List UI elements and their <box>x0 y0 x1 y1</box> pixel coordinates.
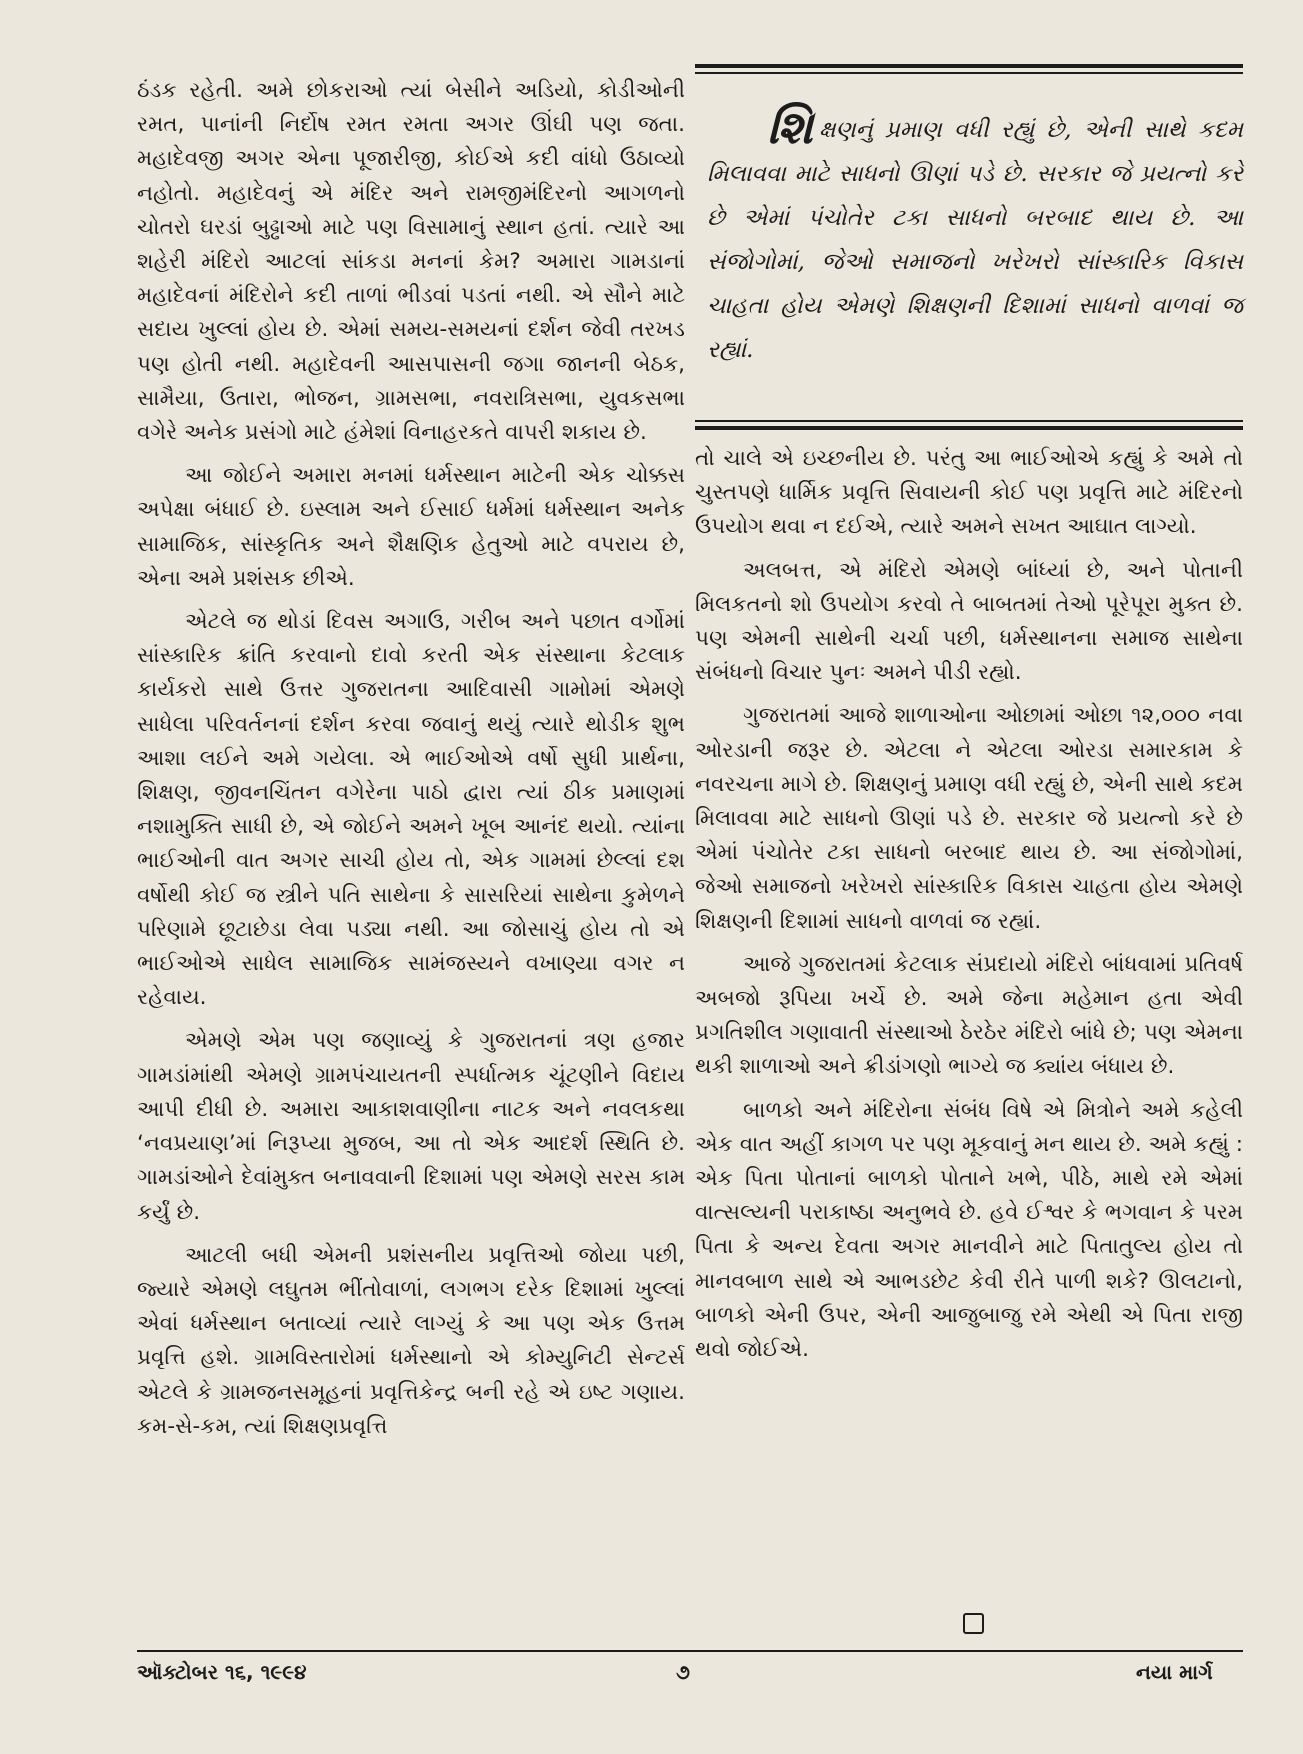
pull-quote <box>707 100 1243 372</box>
paragraph: એમણે એમ પણ જણાવ્યું કે ગુજરાતનાં ત્રણ હજાર ગામડાંમાંથી એમણે ગ્રામપંચાયતની સ્પર્ધાત્મક ચૂંટણીને વિદાય આપી દીધી છે. અમારા આકાશવાણીના નાટક અને નવલકથા ‘નવપ્રયાણ’માં નિરૂપ્યા મુજબ, આ તો એક આદર્શ સ્થિતિ છે. ગામડાંઓને દેવાંમુક્ત બનાવવાની દિશામાં પણ એમણે સરસ કામ કર્યું છે. <box>137 1028 685 1225</box>
footer-rule <box>137 1650 1243 1652</box>
pull-quote-box <box>695 64 1243 436</box>
paragraph: એટલે જ થોડાં દિવસ અગાઉ, ગરીબ અને પછાત વર્ગોમાં સાંસ્કારિક ક્રાંતિ કરવાનો દાવો કરતી એક સંસ્થાના કેટલાક કાર્યકરો સાથે ઉત્તર ગુજરાતના આદિવાસી ગામોમાં એમણે સાધેલા પરિવર્તનનાં દર્શન કરવા જવાનું થયું ત્યારે થોડીક શુભ આશા લઈને અમે ગયેલા. એ ભાઈઓએ વર્ષો સુધી પ્રાર્થના, શિક્ષણ, જીવનચિંતન વગેરેના પાઠો દ્વારા ત્યાં ઠીક પ્રમાણમાં નશામુક્તિ સાધી છે, એ જોઈને અમને ખૂબ આનંદ થયો. ત્યાંના ભાઈઓની વાત અગર સાચી હોય તો, એક ગામમાં છેલ્લાં દશ વર્ષોથી કોઈ જ સ્ત્રીને પતિ સાથેના કે સાસરિયાં સાથેના કુમેળને પરિણામે છૂટાછેડા લેવા પડ્યા નથી. આ જોસાચું હોય તો એ ભાઈઓએ સાધેલ સામાજિક સામંજસ્યને વખાણ્યા વગર ન રહેવાય. <box>137 609 685 1011</box>
paragraph: બાળકો અને મંદિરોના સંબંધ વિષે એ મિત્રોને અમે કહેલી એક વાત અહીં કાગળ પર પણ મૂકવાનું મન થાય છે. અમે કહ્યું : એક પિતા પોતાનાં બાળકો પોતાને ખભે, પીઠે, માથે રમે એમાં વાત્સલ્યની પરાકાષ્ઠા અનુભવે છે. હવે ઈશ્વર કે ભગવાન કે પરમ પિતા કે અન્ય દેવતા અગર માનવીને માટે પિતાતુલ્ય હોય તો માનવબાળ સાથે એ આભડછેટ કેવી રીતે પાળી શકે? ઊલટાનો, બાળકો એની ઉપર, એની આજુબાજુ રમે એથી એ પિતા રાજી થવો જોઈએ. <box>695 1097 1243 1363</box>
publication-name: નયા માર્ગ <box>1136 1660 1213 1684</box>
pull-quote-text: ક્ષણનું પ્રમાણ વધી રહ્યું છે, એની સાથે કદમ મિલાવવા માટે સાધનો ઊણાં પડે છે. સરકાર જે પ્રયત્નો કરે છે એમાં પંચોતેર ટકા સાધનો બરબાદ થાય છે. આ સંજોગોમાં, જેઓ સમાજનો ખરેખરો સાંસ્કારિક વિકાસ ચાહતા હોય એમણે શિક્ષણની દિશામાં સાધનો વાળવાં જ રહ્યાં. <box>707 117 1243 363</box>
page-number: ૭ <box>676 1660 690 1684</box>
paragraph: તો ચાલે એ ઇચ્છનીય છે. પરંતુ આ ભાઈઓએ કહ્યું કે અમે તો ચુસ્તપણે ધાર્મિક પ્રવૃત્તિ સિવાયની કોઈ પણ પ્રવૃત્તિ માટે મંદિરનો ઉપયોગ થવા ન દઈએ, ત્યારે અમને સખત આઘાત લાગ્યો. <box>695 446 1243 540</box>
paragraph: ઠંડક રહેતી. અમે છોકરાઓ ત્યાં બેસીને અડિયો, કોડીઓની રમત, પાનાંની નિર્દોષ રમત રમતા અગર ઊંઘી પણ જતા. મહાદેવજી અગર એના પૂજારીજી, કોઈએ કદી વાંધો ઉઠાવ્યો નહોતો. મહાદેવનું એ મંદિર અને રામજીમંદિરનો આગળનો ચોતરો ઘરડાં બુઢ્ઢાઓ માટે પણ વિસામાનું સ્થાન હતાં. ત્યારે આ શહેરી મંદિરો આટલાં સાંકડા મનનાં કેમ? અમારા ગામડાનાં મહાદેવનાં મંદિરોને કદી તાળાં ભીડવાં પડતાં નથી. એ સૌને માટે સદાય ખુલ્લાં હોય છે. એમાં સમય-સમયનાં દર્શન જેવી તરખડ પણ હોતી નથી. મહાદેવની આસપાસની જગા જાનની બેઠક, સામૈયા, ઉતારા, ભોજન, ગ્રામસભા, નવરાત્રિસભા, યુવકસભા વગેરે અનેક પ્રસંગો માટે હંમેશાં વિનાહરકતે વાપરી શકાય છે. <box>137 78 685 446</box>
footer-date: ઑક્ટોબર ૧૬, ૧૯૯૪ <box>137 1660 307 1684</box>
paragraph: આજે ગુજરાતમાં કેટલાક સંપ્રદાયો મંદિરો બાંધવામાં પ્રતિવર્ષ અબજો રૂપિયા ખર્ચે છે. અમે જેના મહેમાન હતા એવી પ્રગતિશીલ ગણાવાતી સંસ્થાઓ ઠેરઠેર મંદિરો બાંધે છે; પણ એમના થકી શાળાઓ અને ક્રીડાંગણો ભાગ્યે જ ક્યાંય બંધાય છે. <box>695 951 1243 1080</box>
bottom-rule-thick <box>695 426 1243 430</box>
bottom-rule-thin <box>695 420 1243 422</box>
paragraph: આટલી બધી એમની પ્રશંસનીય પ્રવૃત્તિઓ જોયા પછી, જ્યારે એમણે લઘુતમ ભીંતોવાળાં, લગભગ દરેક દિશામાં ખુલ્લાં એવાં ધર્મસ્થાન બતાવ્યાં ત્યારે લાગ્યું કે આ પણ એક ઉત્તમ પ્રવૃત્તિ હશે. ગ્રામવિસ્તારોમાં ધર્મસ્થાનો એ કોમ્યુનિટી સેન્ટર્સ એટલે કે ગ્રામજનસમૂહનાં પ્રવૃત્તિકેન્દ્ર બની રહે એ ઇષ્ટ ગણાય. કમ-સે-કમ, ત્યાં શિક્ષણપ્રવૃત્તિ <box>137 1242 685 1439</box>
end-of-article-icon <box>963 1613 984 1634</box>
top-rule-thick <box>695 64 1243 68</box>
left-column <box>137 74 685 1444</box>
right-column <box>695 442 1243 1367</box>
top-rule-thin <box>695 72 1243 74</box>
paragraph: ગુજરાતમાં આજે શાળાઓના ઓછામાં ઓછા ૧૨,૦૦૦ નવા ઓરડાની જરૂર છે. એટલા ને એટલા ઓરડા સમારકામ કે નવરચના માગે છે. શિક્ષણનું પ્રમાણ વધી રહ્યું છે, એની સાથે કદમ મિલાવવા માટે સાધનો ઊણાં પડે છે. સરકાર જે પ્રયત્નો કરે છે એમાં પંચોતેર ટકા સાધનો બરબાદ થાય છે. આ સંજોગોમાં, જેઓ સમાજનો ખરેખરો સાંસ્કારિક વિકાસ ચાહતા હોય એમણે શિક્ષણની દિશામાં સાધનો વાળવાં જ રહ્યાં. <box>695 703 1243 934</box>
pull-quote-dropcap: શિ <box>767 100 813 154</box>
paragraph: આ જોઈને અમારા મનમાં ધર્મસ્થાન માટેની એક ચોક્કસ અપેક્ષા બંધાઈ છે. ઇસ્લામ અને ઈસાઈ ધર્મમાં ધર્મસ્થાન અનેક સામાજિક, સાંસ્કૃતિક અને શૈક્ષણિક હેતુઓ માટે વપરાય છે, એના અમે પ્રશંસક છીએ. <box>137 463 685 591</box>
paragraph: અલબત્ત, એ મંદિરો એમણે બાંધ્યાં છે, અને પોતાની મિલકતનો શો ઉપયોગ કરવો તે બાબતમાં તેઓ પૂરેપૂરા મુક્ત છે. પણ એમની સાથેની ચર્ચા પછી, ધર્મસ્થાનના સમાજ સાથેના સંબંધનો વિચાર પુનઃ અમને પીડી રહ્યો. <box>695 557 1243 686</box>
